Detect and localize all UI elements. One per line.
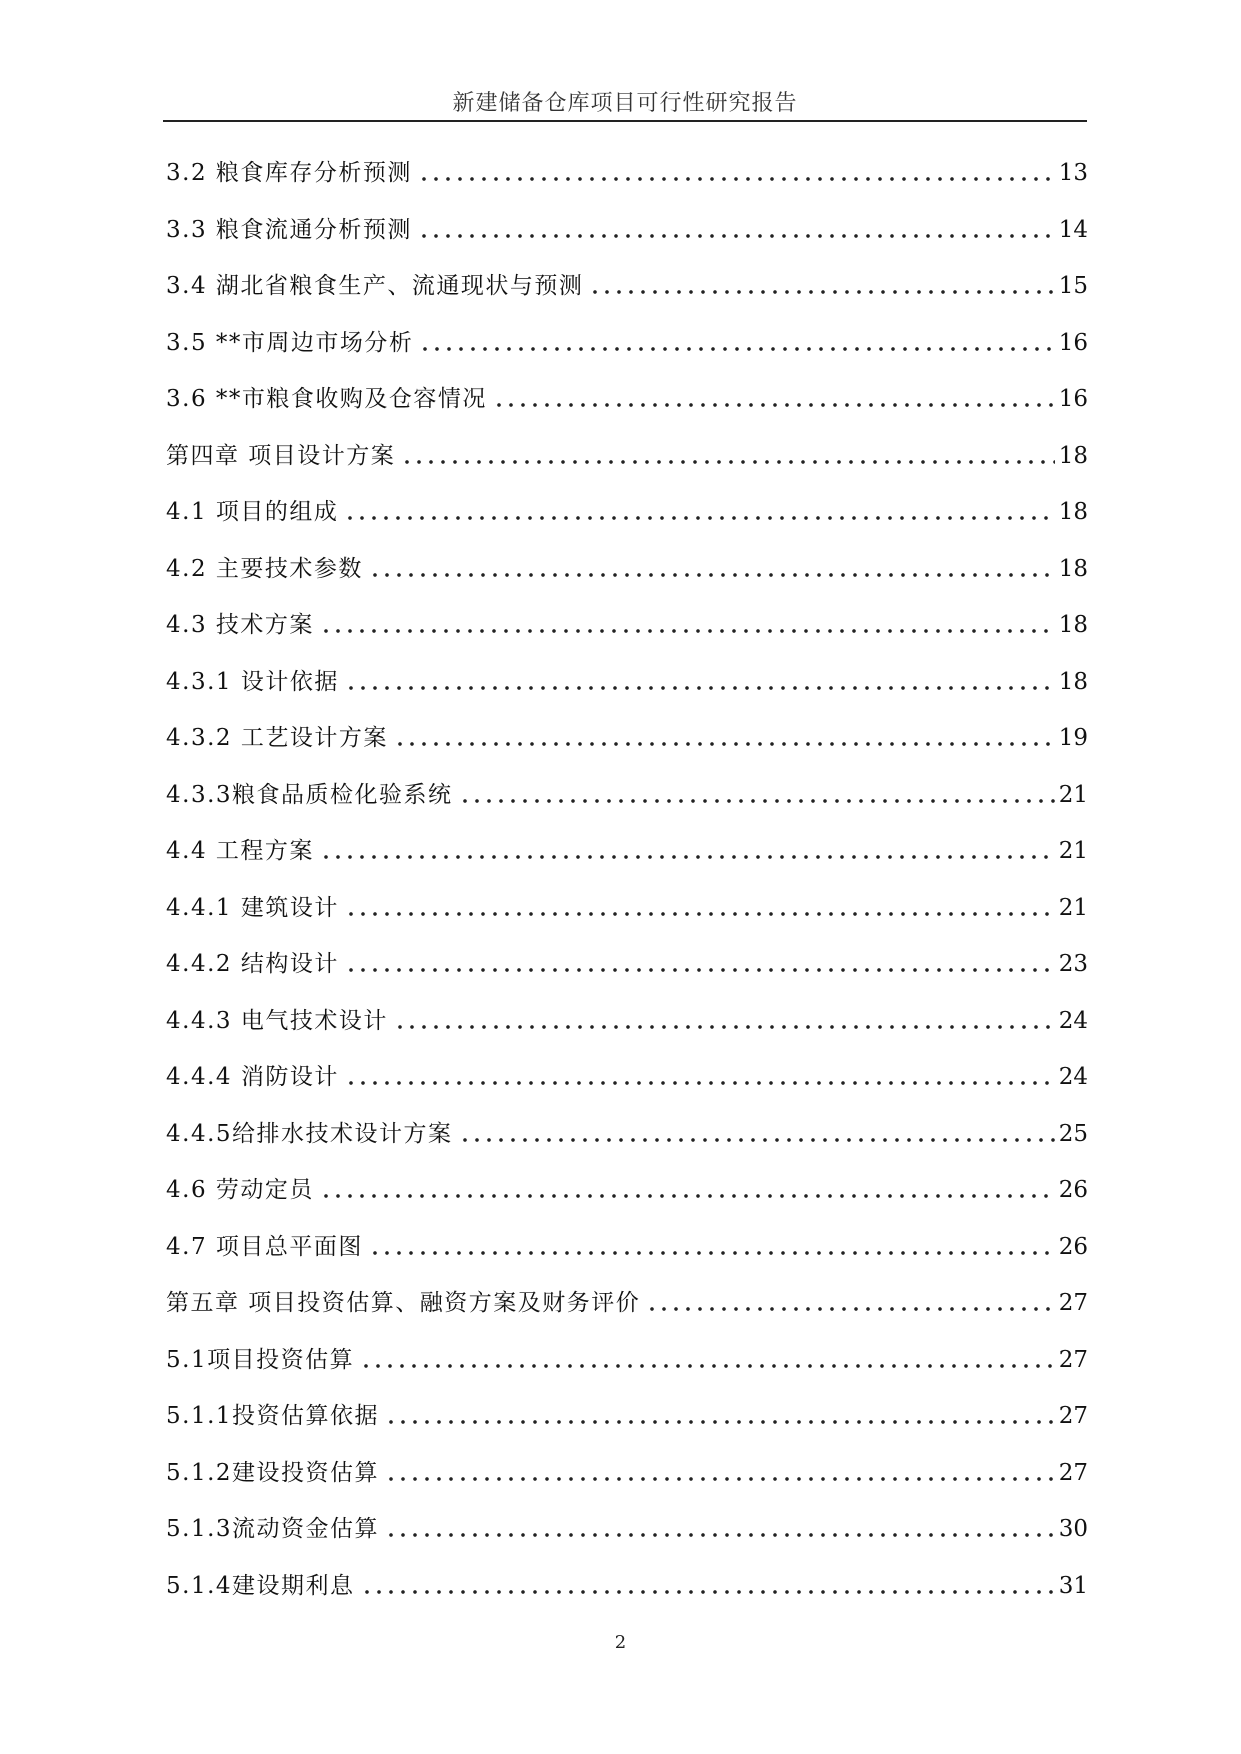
toc-entry[interactable] — [166, 1062, 1088, 1119]
toc-entry-page: 19 — [1058, 725, 1088, 751]
toc-entry-page: 18 — [1058, 442, 1088, 469]
toc-entry-page: 26 — [1058, 1233, 1088, 1260]
toc-entry[interactable] — [166, 1514, 1088, 1571]
toc-entry-title: 3.4 湖北省粮食生产、流通现状与预测 — [166, 273, 584, 299]
toc-entry[interactable] — [166, 384, 1088, 441]
toc-entry-page: 26 — [1058, 1177, 1088, 1203]
toc-entry-title: 4.7 项目总平面图 — [166, 1233, 363, 1260]
toc-entry-page: 14 — [1058, 216, 1088, 243]
toc-entry-page: 24 — [1058, 1007, 1088, 1034]
toc-entry[interactable] — [166, 497, 1088, 554]
toc-entry-title: 4.4.5给排水技术设计方案 — [166, 1120, 453, 1147]
toc-entry[interactable] — [166, 1119, 1088, 1176]
toc-entry-title: 4.2 主要技术参数 — [166, 555, 363, 582]
toc-entry-page: 18 — [1058, 668, 1088, 695]
toc-entry[interactable] — [166, 723, 1088, 780]
toc-entry-title: 4.4.1 建筑设计 — [166, 894, 339, 921]
toc-entry-title: 4.4.2 结构设计 — [166, 951, 339, 977]
toc-entry-page: 15 — [1058, 273, 1088, 299]
toc-dot-leader — [318, 836, 1055, 866]
toc-entry-page: 27 — [1058, 1346, 1088, 1373]
toc-dot-leader — [383, 1458, 1055, 1488]
toc-entry-title: 第四章 项目设计方案 — [166, 442, 396, 469]
toc-dot-leader — [367, 1232, 1055, 1262]
toc-entry-page: 25 — [1058, 1120, 1088, 1147]
toc-dot-leader — [342, 497, 1054, 527]
toc-entry[interactable] — [166, 1458, 1088, 1515]
toc-entry-page: 27 — [1058, 1290, 1088, 1316]
toc-entry[interactable] — [166, 1401, 1088, 1458]
toc-entry[interactable] — [166, 1571, 1088, 1628]
toc-entry[interactable] — [166, 893, 1088, 950]
toc-entry-title: 3.3 粮食流通分析预测 — [166, 216, 412, 243]
toc-entry-title: 3.5 **市周边市场分析 — [166, 329, 414, 356]
toc-dot-leader — [318, 1175, 1055, 1205]
toc-dot-leader — [367, 554, 1055, 584]
toc-dot-leader — [392, 723, 1055, 753]
toc-dot-leader — [644, 1288, 1054, 1318]
toc-entry-title: 5.1项目投资估算 — [166, 1346, 355, 1373]
toc-entry-page: 13 — [1058, 160, 1088, 186]
toc-entry[interactable] — [166, 271, 1088, 328]
toc-entry-title: 4.1 项目的组成 — [166, 499, 339, 525]
toc-entry-page: 21 — [1058, 894, 1088, 921]
toc-dot-leader — [343, 667, 1055, 697]
toc-dot-leader — [383, 1401, 1055, 1431]
toc-entry-title: 4.4.3 电气技术设计 — [166, 1007, 388, 1034]
toc-dot-leader — [416, 158, 1055, 188]
toc-dot-leader — [457, 1119, 1055, 1149]
toc-dot-leader — [457, 780, 1055, 810]
toc-entry-page: 30 — [1058, 1516, 1088, 1542]
toc-entry[interactable] — [166, 1345, 1088, 1402]
toc-entry-page: 21 — [1058, 781, 1088, 808]
toc-entry-title: 3.2 粮食库存分析预测 — [166, 160, 412, 186]
toc-entry-title: 4.3 技术方案 — [166, 612, 314, 638]
toc-entry[interactable] — [166, 554, 1088, 611]
toc-entry-title: 4.6 劳动定员 — [166, 1177, 314, 1203]
toc-entry-title: 第五章 项目投资估算、融资方案及财务评价 — [166, 1290, 641, 1316]
toc-entry-title: 4.4.4 消防设计 — [166, 1064, 339, 1090]
toc-entry[interactable] — [166, 949, 1088, 1006]
toc-entry[interactable] — [166, 1232, 1088, 1289]
toc-entry-title: 5.1.4建设期利息 — [166, 1572, 355, 1599]
toc-dot-leader — [491, 384, 1055, 414]
toc-entry-page: 27 — [1058, 1459, 1088, 1486]
toc-entry[interactable] — [166, 1175, 1088, 1232]
toc-entry[interactable] — [166, 1006, 1088, 1063]
toc-entry-title: 3.6 **市粮食收购及仓容情况 — [166, 386, 487, 412]
toc-entry[interactable] — [166, 610, 1088, 667]
toc-entry-title: 5.1.1投资估算依据 — [166, 1403, 380, 1429]
toc-entry-page: 31 — [1058, 1572, 1088, 1599]
toc-dot-leader — [383, 1514, 1055, 1544]
toc-dot-leader — [359, 1571, 1055, 1601]
toc-entry-page: 23 — [1058, 951, 1088, 977]
toc-entry[interactable] — [166, 1288, 1088, 1345]
toc-entry-title: 4.3.1 设计依据 — [166, 668, 339, 695]
toc-entry[interactable] — [166, 158, 1088, 215]
toc-dot-leader — [343, 949, 1055, 979]
toc-entry[interactable] — [166, 780, 1088, 837]
toc-entry[interactable] — [166, 328, 1088, 385]
toc-entry-page: 18 — [1058, 499, 1088, 525]
toc-entry[interactable] — [166, 215, 1088, 272]
toc-entry-title: 4.3.3粮食品质检化验系统 — [166, 781, 453, 808]
toc-dot-leader — [416, 215, 1055, 245]
table-of-contents — [166, 158, 1088, 1627]
running-header: 新建储备仓库项目可行性研究报告 — [452, 91, 798, 116]
toc-entry-page: 18 — [1058, 612, 1088, 638]
toc-dot-leader — [358, 1345, 1055, 1375]
toc-entry[interactable] — [166, 836, 1088, 893]
toc-dot-leader — [318, 610, 1055, 640]
toc-dot-leader — [399, 441, 1054, 471]
toc-entry-page: 16 — [1058, 386, 1088, 412]
toc-entry-title: 4.3.2 工艺设计方案 — [166, 725, 388, 751]
toc-entry-page: 27 — [1058, 1403, 1088, 1429]
toc-entry-page: 16 — [1058, 329, 1088, 356]
page-number: 2 — [614, 1632, 627, 1653]
toc-dot-leader — [392, 1006, 1055, 1036]
header-divider — [163, 120, 1087, 122]
toc-entry-page: 21 — [1058, 838, 1088, 864]
toc-dot-leader — [343, 1062, 1055, 1092]
toc-entry-page: 18 — [1058, 555, 1088, 582]
toc-entry-title: 5.1.2建设投资估算 — [166, 1459, 380, 1486]
toc-entry-title: 5.1.3流动资金估算 — [166, 1516, 380, 1542]
toc-dot-leader — [417, 328, 1054, 358]
toc-dot-leader — [587, 271, 1054, 301]
toc-entry-title: 4.4 工程方案 — [166, 838, 314, 864]
toc-entry[interactable] — [166, 667, 1088, 724]
toc-entry-page: 24 — [1058, 1064, 1088, 1090]
toc-dot-leader — [343, 893, 1055, 923]
toc-entry[interactable] — [166, 441, 1088, 498]
